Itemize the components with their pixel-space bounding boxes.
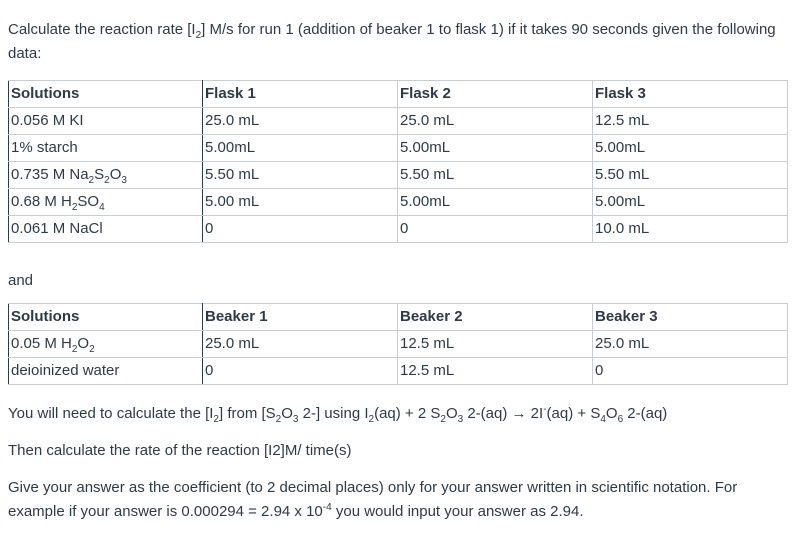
solution-name: 0.056 M KI [9,108,203,135]
volume-cell: 5.50 mL [203,162,398,189]
volume-cell: 0 [398,216,593,243]
table-header-row [9,81,788,108]
table-row [9,358,788,385]
volume-cell: 25.0 mL [593,331,788,358]
column-header: Flask 1 [203,81,398,108]
volume-cell: 5.50 mL [398,162,593,189]
solution-name: 0.68 M $H_2SO_4$ [9,189,203,216]
solution-name: 0.735 M $Na_2S_2O_3$ [9,162,203,189]
table-row [9,189,788,216]
table-header-row [9,304,788,331]
question-text: Calculate the reaction rate $[I_2]$ M/s for run 1 (addition of beaker 1 to flask 1) if it takes 90 seconds given the following data: [8,21,776,62]
table-row [9,216,788,243]
solution-name: 1% starch [9,135,203,162]
column-header: Solutions [9,81,203,108]
column-header: Flask 2 [398,81,593,108]
volume-cell: 25.0 mL [398,108,593,135]
volume-cell: 12.5 mL [593,108,788,135]
volume-cell: 10.0 mL [593,216,788,243]
beaker-table [8,303,788,385]
solution-name: 0.05 M $H_2O_2$ [9,331,203,358]
volume-cell: 0 [593,358,788,385]
table-row [9,331,788,358]
column-header: Flask 3 [593,81,788,108]
volume-cell: 5.00mL [398,135,593,162]
table-row [9,162,788,189]
table-row [9,135,788,162]
column-header: Beaker 3 [593,304,788,331]
calculation-note: You will need to calculate the $[I_2]$ from [$S_2O_3$ 2-] using $I_2(aq) + 2$ $S_2O_3$ $2-(aq) \to 2I^-(aq) + S_4O_6$ 2-(aq) [8,404,668,425]
column-header: Beaker 1 [203,304,398,331]
volume-cell: 25.0 mL [203,108,398,135]
volume-cell: 12.5 mL [398,358,593,385]
volume-cell: 0 [203,216,398,243]
rate-note: Then calculate the rate of the reaction [I2]M/ time(s) [8,442,352,459]
volume-cell: 5.00mL [203,135,398,162]
volume-cell: 5.50 mL [593,162,788,189]
volume-cell: 5.00 mL [203,189,398,216]
solution-name: deioinized water [9,358,203,385]
table-row [9,108,788,135]
volume-cell: 5.00mL [593,135,788,162]
column-header: Beaker 2 [398,304,593,331]
volume-cell: 25.0 mL [203,331,398,358]
solution-name: 0.061 M NaCl [9,216,203,243]
flask-table [8,80,788,243]
column-header: Solutions [9,304,203,331]
volume-cell: 5.00mL [593,189,788,216]
volume-cell: 0 [203,358,398,385]
and-text: and [8,272,34,289]
answer-format-note: Give your answer as the coefficient (to 2 decimal places) only for your answer written in scientific notation. For example if your answer is 0.000294 = 2.94 x $10^{-4}$ you would input your answer as 2.94. [8,479,738,520]
volume-cell: 12.5 mL [398,331,593,358]
volume-cell: 5.00mL [398,189,593,216]
